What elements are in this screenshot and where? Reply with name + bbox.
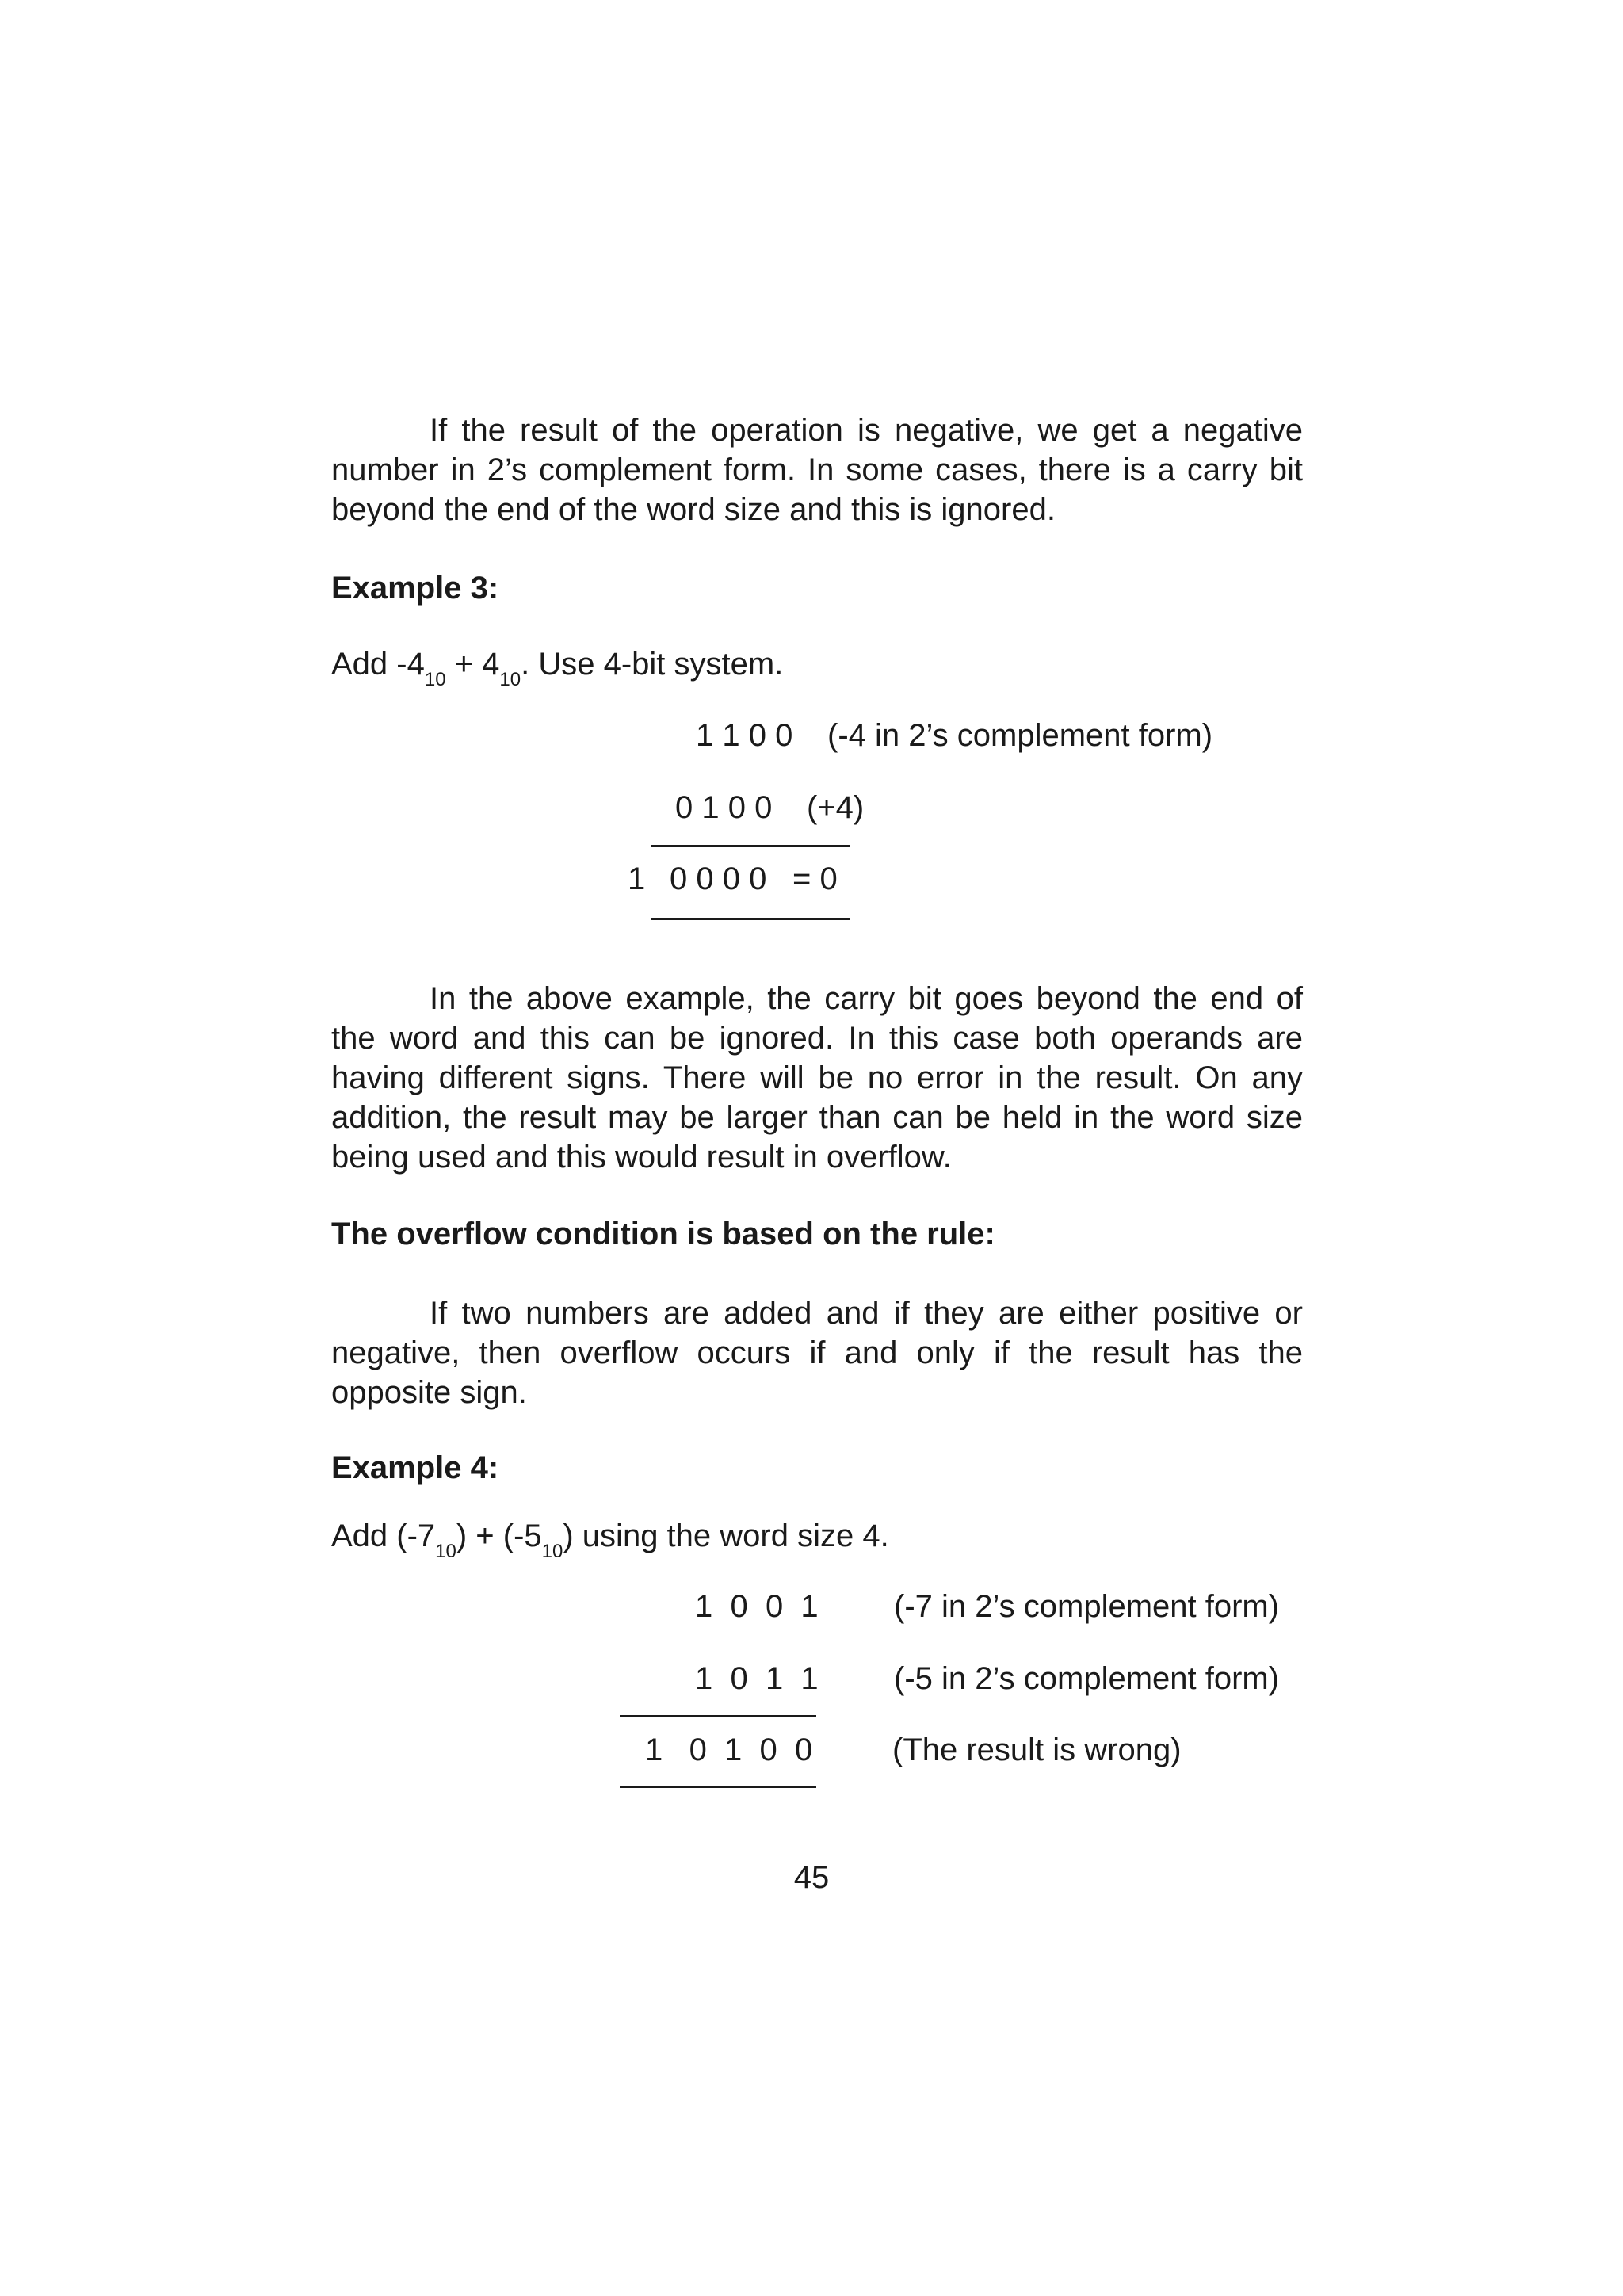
example-4-subscript-1: 10 [435,1541,456,1562]
example-3-prompt-end: . Use 4-bit system. [521,647,784,682]
example-4-row-1-note: (-7 in 2’s complement form) [894,1589,1280,1624]
example-4-sum-rule-top [620,1715,816,1717]
overflow-rule-heading: The overflow condition is based on the rule: [331,1217,995,1251]
example-4-prompt [331,1516,889,1562]
example-4-row-1-bits: 1 0 0 1 [695,1589,819,1624]
example-3-result-bits: 0 0 0 0 [670,861,767,896]
example-3-prompt [331,644,784,690]
intro-paragraph: If the result of the operation is negative, we get a negative number in 2’s complement form. In some cases, there is a carry bit beyond the end of the word size and this is ignored. [331,413,1303,527]
example-4-result-bits: 1 0 1 0 0 [645,1733,813,1767]
example-4-sum-rule-bottom [620,1786,816,1788]
example-3-prompt-start: Add -4 [331,647,425,682]
example-3-row-1-note: (-4 in 2’s complement form) [827,718,1213,753]
explanation-paragraph: In the above example, the carry bit goes beyond the end of the word and this can be ignored. In this case both operands are having different signs. There will be no error in the result. On any addition, the result may be larger than can be held in the word size being used and this would result in overflow. [331,981,1303,1175]
example-3-row-2-bits: 0 1 0 0 [675,790,773,825]
example-4-prompt-end: ) using the word size 4. [563,1519,889,1553]
page-number: 45 [793,1860,830,1895]
example-3-subscript-1: 10 [424,669,446,690]
example-3-subscript-2: 10 [499,669,521,690]
example-3-sum-rule-bottom [651,918,850,920]
example-4-prompt-mid: ) + (-5 [456,1519,542,1553]
example-4-row-2-bits: 1 0 1 1 [695,1661,819,1696]
example-3-result-carry: 1 [628,861,646,896]
example-3-result-note: = 0 [792,861,838,896]
example-4-subscript-2: 10 [541,1541,563,1562]
example-4-result-note: (The result is wrong) [892,1733,1182,1767]
example-3-sum-rule-top [651,845,850,847]
example-3-prompt-mid: + 4 [445,647,500,682]
overflow-rule-paragraph: If two numbers are added and if they are either positive or negative, then overflow occurs if and only if the result has the opposite sign. [331,1296,1303,1410]
example-3-row-1-bits: 1 1 0 0 [696,718,793,753]
example-4-prompt-start: Add (-7 [331,1519,436,1553]
example-4-heading: Example 4: [331,1450,499,1485]
example-4-row-2-note: (-5 in 2’s complement form) [894,1661,1280,1696]
example-3-row-2-note: (+4) [807,790,865,825]
example-3-heading: Example 3: [331,571,499,606]
